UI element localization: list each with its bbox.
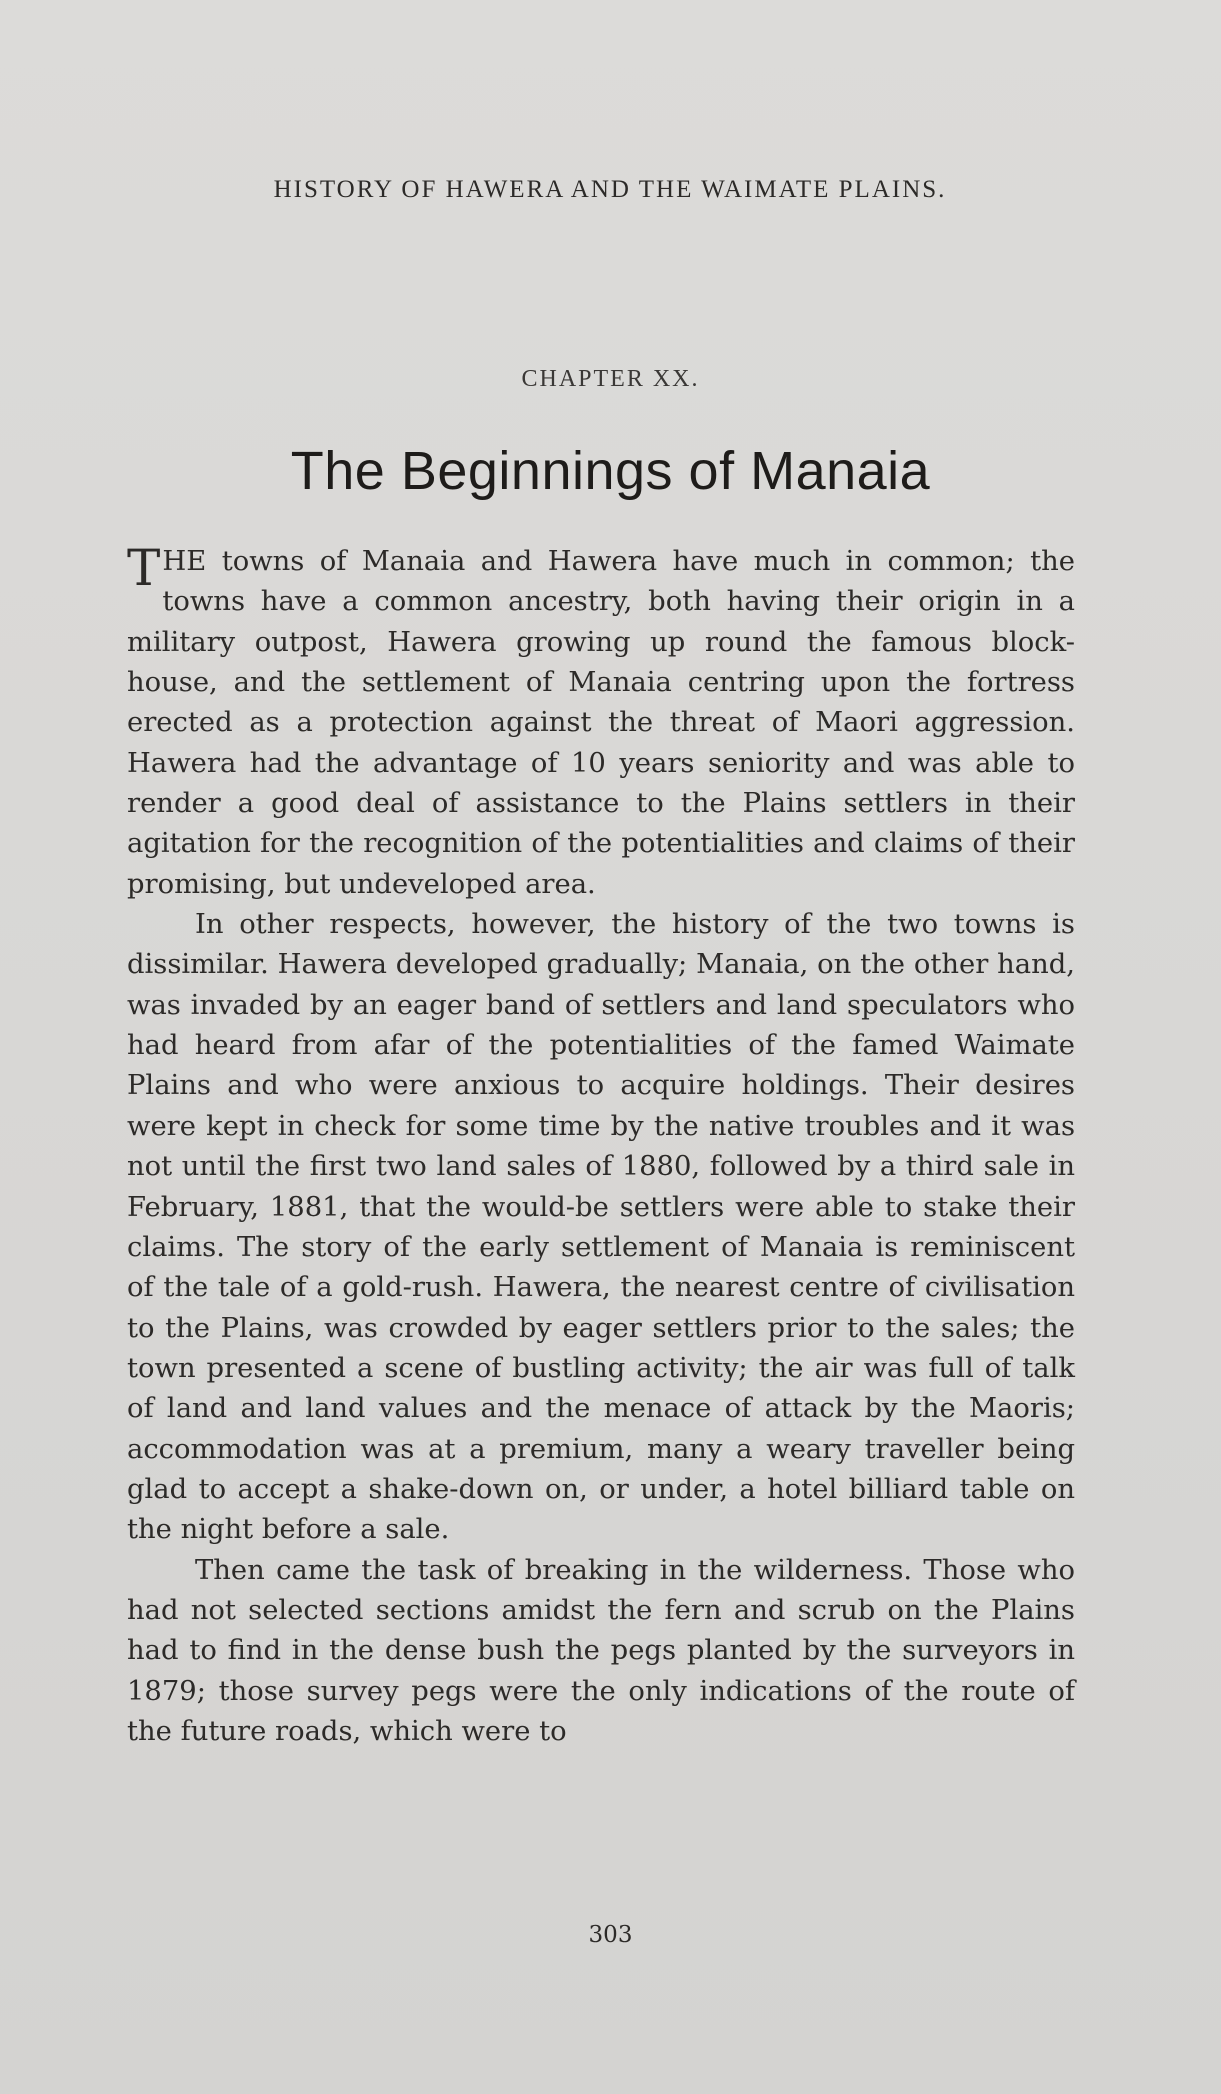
page-number: 303: [588, 1922, 633, 1948]
chapter-label: CHAPTER XX.: [521, 366, 700, 392]
chapter-title: The Beginnings of Manaia: [290, 441, 931, 501]
drop-cap: T: [127, 539, 161, 597]
running-head: HISTORY OF HAWERA AND THE WAIMATE PLAINS.: [273, 176, 947, 203]
paragraph-1: [127, 539, 1075, 905]
body-text: [127, 539, 1075, 1752]
paragraph-2: In other respects, however, the history of the two towns is dissimilar. Hawera developed gradually; Manaia, on the other hand, was invaded by an eager band of settlers and land speculators who had heard from afar of the potentialities of the famed Waimate Plains and who were anxious to acquire holdings. Their desires were kept in check for some time by the native troubles and it was not until the first two land sales of 1880, followed by a third sale in February, 1881, that the would-be settlers were able to stake their claims. The story of the early settlement of Manaia is reminiscent of the tale of a gold-rush. Hawera, the nearest centre of civilisation to the Plains, was crowded by eager settlers prior to the sales; the town presented a scene of bustling activity; the air was full of talk of land and land values and the menace of attack by the Maoris; accommodation was at a premium, many a weary traveller being glad to accept a shake-down on, or under, a hotel billiard table on the night before a sale.: [127, 909, 1075, 1546]
paragraph-1-text: HE towns of Manaia and Hawera have much in common; the towns have a common ancestry, both having their origin in a military outpost, Hawera growing up round the famous block-house, and the settlement of Manaia centring upon the fortress erected as a protection against the threat of Maori aggression. Hawera had the advantage of 10 years seniority and was able to render a good deal of assistance to the Plains settlers in their agitation for the recognition of the potentialities and claims of their promising, but undeveloped area.: [127, 546, 1075, 900]
paragraph-3: Then came the task of breaking in the wilderness. Those who had not selected sections amidst the fern and scrub on the Plains had to find in the dense bush the pegs planted by the surveyors in 1879; those survey pegs were the only indications of the route of the future roads, which were to: [127, 1554, 1075, 1747]
